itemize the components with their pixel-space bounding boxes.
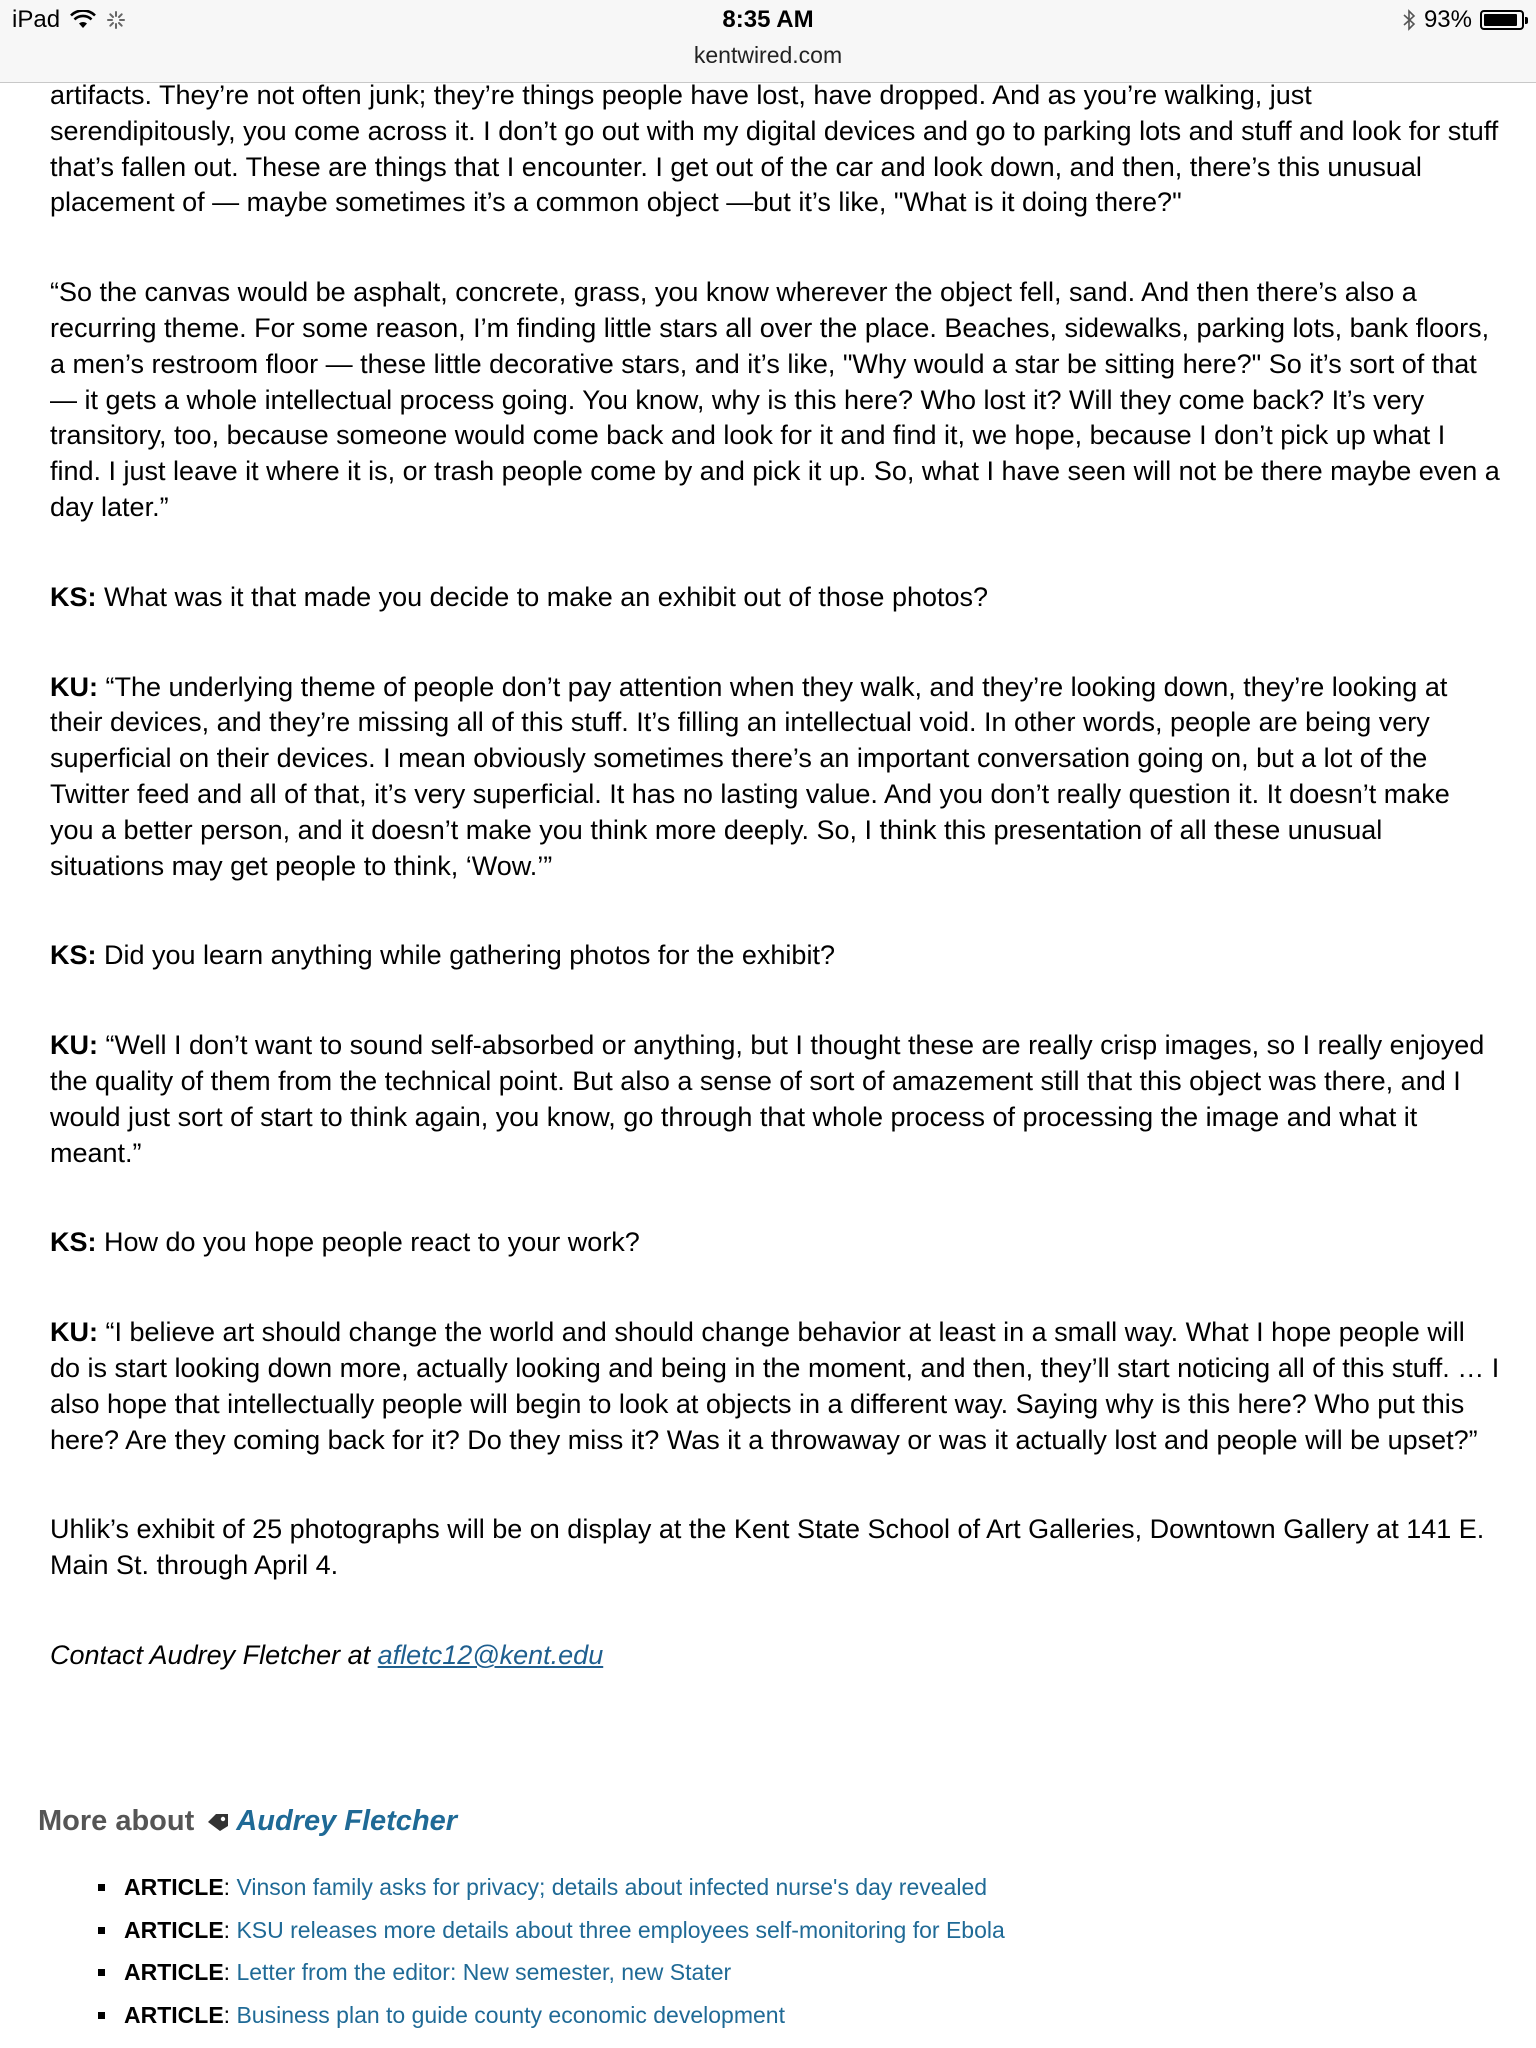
url-text: kentwired.com bbox=[693, 42, 843, 68]
bluetooth-icon bbox=[1402, 8, 1416, 32]
status-time: 8:35 AM bbox=[722, 6, 814, 33]
article-paragraph bbox=[50, 78, 1500, 221]
battery-percent: 93% bbox=[1423, 6, 1472, 33]
related-article-link[interactable]: Letter from the editor: New semester, new Stater bbox=[236, 1959, 732, 1985]
article-kind-label: ARTICLE bbox=[124, 1874, 224, 1900]
contact-line bbox=[50, 1638, 1500, 1674]
paragraph-text: Did you learn anything while gathering photos for the exhibit? bbox=[96, 940, 835, 971]
url-bar[interactable] bbox=[0, 40, 1536, 83]
paragraph-text: What was it that made you decide to make an exhibit out of those photos? bbox=[96, 581, 989, 612]
speaker-label: KU: bbox=[50, 1317, 98, 1348]
status-right bbox=[1402, 6, 1524, 34]
article-paragraph bbox=[50, 938, 1500, 974]
paragraph-text: “So the canvas would be asphalt, concrete, grass, you know wherever the object fell, sand. And then there’s also a recurring theme. For some reason, I’m finding little stars all over the place. Beaches, sidewalks, parking lots, bank floors, a men’s restroom floor — these little decorative stars, and it’s like, "Why would a star be sitting here?" So it’s sort of that — it gets a whole intellectual process going. You know, why is this here? Who lost it? Will they come back? It’s very transitory, too, because someone would come back and look for it and find it, we hope, because I don’t pick up what I find. I just leave it where it is, or trash people come by and pick it up. So, what I have seen will not be there maybe even a day later.” bbox=[50, 277, 1500, 522]
article-kind-label: ARTICLE bbox=[124, 1916, 224, 1943]
article-paragraph bbox=[50, 1315, 1500, 1458]
article-paragraph bbox=[50, 1225, 1500, 1261]
paragraph-text: How do you hope people react to your work? bbox=[96, 1227, 640, 1258]
battery-icon bbox=[1480, 10, 1524, 30]
article-paragraph bbox=[50, 275, 1500, 526]
battery-fill bbox=[1484, 14, 1517, 26]
paragraph-text: “The underlying theme of people don’t pay attention when they walk, and they’re looking down, they’re looking at their devices, and they’re missing all of this stuff. It’s filling an intellectual void. In other words, people are being very superficial on their devices. I mean obviously sometimes there’s an important conversation going on, but a lot of the Twitter feed and all of that, it’s very superficial. It has no lasting value. And you don’t really question it. It doesn’t make you a better person, and it doesn’t make you think more deeply. So, I think this presentation of all these unusual situations may get people to think, ‘Wow.’” bbox=[50, 671, 1450, 881]
article-paragraphs bbox=[50, 78, 1500, 1584]
contact-prefix: Contact Audrey Fletcher at bbox=[50, 1639, 378, 1670]
contact-email-link[interactable]: afletc12@kent.edu bbox=[377, 1639, 604, 1670]
status-bar bbox=[0, 0, 1536, 40]
speaker-label: KU: bbox=[50, 671, 98, 702]
tag-icon bbox=[206, 1811, 230, 1833]
related-article-link[interactable]: Vinson family asks for privacy; details about infected nurse's day revealed bbox=[236, 1874, 988, 1900]
related-article-link[interactable]: KSU releases more details about three employees self-monitoring for Ebola bbox=[236, 1916, 1005, 1943]
article-kind-label: ARTICLE bbox=[124, 1959, 224, 1985]
device-name: iPad bbox=[12, 6, 61, 33]
more-about-label: More about bbox=[38, 1805, 195, 1837]
related-article-link[interactable]: Business plan to guide county economic development bbox=[236, 2001, 785, 2028]
paragraph-text: artifacts. They’re not often junk; they’re things people have lost, have dropped. And as you’re walking, just serendipitously, you come across it. I don’t go out with my digital devices and go to parking lots and stuff and look for stuff that’s fallen out. These are things that I encounter. I get out of the car and look down, and then, there’s this unusual placement of — maybe sometimes it’s a common object —but it’s like, "What is it doing there?" bbox=[50, 80, 1499, 218]
article-paragraph bbox=[50, 1028, 1500, 1171]
related-article-item: ARTICLE: Business plan to guide county economic development bbox=[96, 1994, 1005, 2037]
more-about-header bbox=[38, 1805, 457, 1838]
author-link[interactable]: Audrey Fletcher bbox=[236, 1805, 458, 1837]
article-body bbox=[50, 78, 1500, 1728]
paragraph-text: Uhlik’s exhibit of 25 photographs will be on display at the Kent State School of Art Galleries, Downtown Gallery at 141 E. Main St. through April 4. bbox=[50, 1514, 1485, 1581]
paragraph-text: “I believe art should change the world and should change behavior at least in a small way. What I hope people will do is start looking down more, actually looking and being in the moment, and then, they’ll start noticing all of this stuff. … I also hope that intellectually people will begin to look at objects in a different way. Saying why is this here? Who put this here? Are they coming back for it? Do they miss it? Was it a throwaway or was it actually lost and people will be upset?” bbox=[50, 1317, 1500, 1455]
article-paragraph bbox=[50, 580, 1500, 616]
speaker-label: KS: bbox=[50, 581, 97, 612]
related-article-item: ARTICLE: KSU releases more details about three employees self-monitoring for Ebola bbox=[96, 1909, 1005, 1952]
related-article-item: ARTICLE: Vinson family asks for privacy; details about infected nurse's day revealed bbox=[96, 1866, 1005, 1909]
related-articles-list bbox=[96, 1866, 1005, 2036]
speaker-label: KS: bbox=[50, 1227, 97, 1258]
speaker-label: KU: bbox=[50, 1030, 98, 1061]
article-kind-label: ARTICLE bbox=[124, 2001, 224, 2028]
speaker-label: KS: bbox=[50, 940, 97, 971]
related-article-item: ARTICLE: Letter from the editor: New semester, new Stater bbox=[96, 1951, 1005, 1994]
article-paragraph bbox=[50, 670, 1500, 885]
paragraph-text: “Well I don’t want to sound self-absorbed or anything, but I thought these are really crisp images, so I really enjoyed the quality of them from the technical point. But also a sense of sort of amazement still that this object was there, and I would just sort of start to think again, you know, go through that whole process of processing the image and what it meant.” bbox=[50, 1030, 1485, 1168]
article-paragraph bbox=[50, 1512, 1500, 1584]
